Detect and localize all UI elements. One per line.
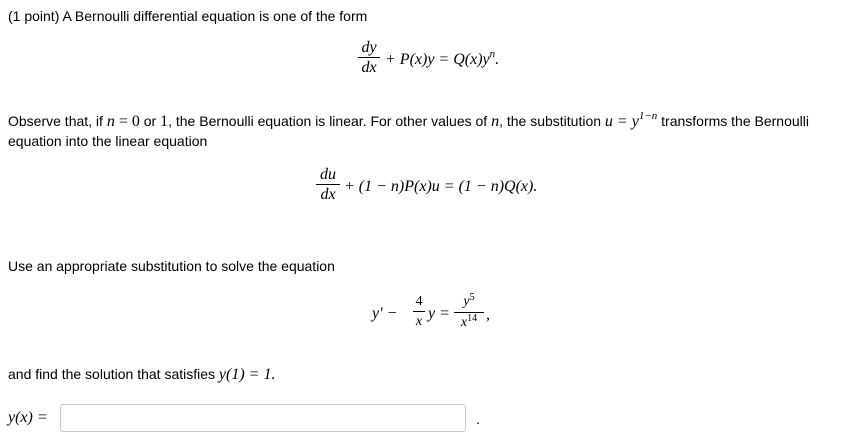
eq1-fraction — [358, 39, 380, 76]
find-text: and find the solution that satisfies y(1) = 1. — [8, 366, 276, 383]
eq3-fraction-2: $y^5$ $x^{14}$ — [454, 293, 484, 332]
eq3-end: , — [486, 306, 490, 323]
eq2-denominator: dx — [320, 186, 336, 203]
eq2-fraction — [316, 166, 340, 203]
eq1-rest: + $P(x)y = Q(x)y^n$. — [385, 48, 500, 68]
answer-end-period: . — [476, 411, 480, 427]
problem-header: (1 point) A Bernoulli differential equation is one of the form — [8, 8, 368, 24]
eq3-mid: y = — [428, 305, 450, 322]
use-text: Use an appropriate substitution to solve the equation — [8, 258, 335, 274]
eq2-rest: + (1 − n)P(x)u = (1 − n)Q(x). — [344, 178, 538, 195]
observe-line-2: equation into the linear equation — [8, 133, 208, 149]
observe-line-1: Observe that, if n = 0 or 1, the Bernoulli equation is linear. For other values of n, the substitution $u = y^{1-n}$ transforms the Bernoulli — [8, 110, 809, 130]
answer-input[interactable] — [60, 404, 466, 432]
eq2-numerator: du — [320, 166, 336, 183]
eq1-denominator: dx — [361, 59, 377, 76]
eq1-numerator: dy — [361, 39, 377, 56]
answer-label: y(x) = — [8, 409, 48, 426]
eq3-fraction-1: 4 x — [413, 293, 425, 330]
eq3-lhs: y′ − — [372, 305, 398, 322]
